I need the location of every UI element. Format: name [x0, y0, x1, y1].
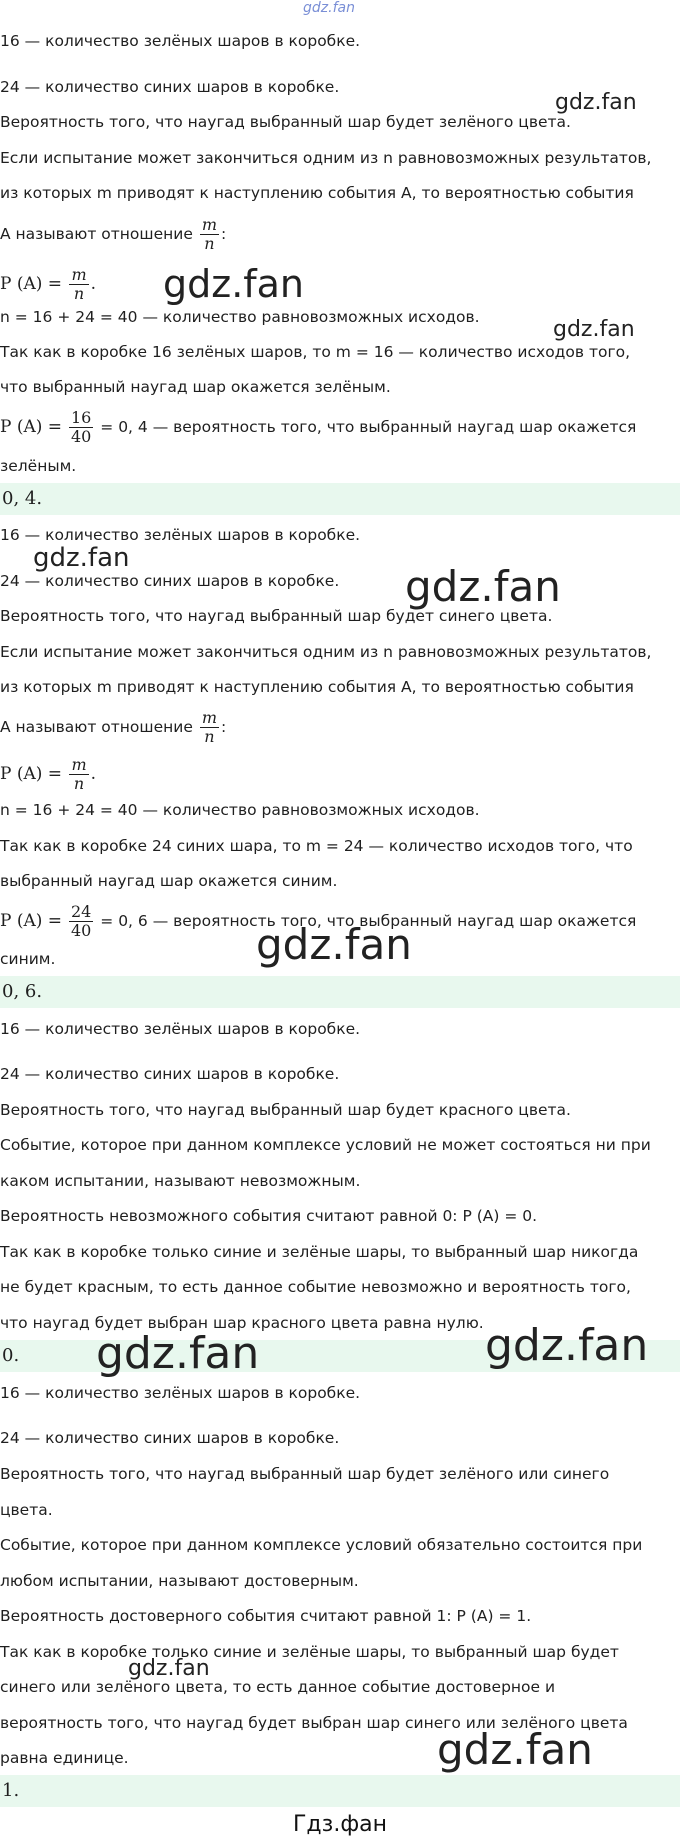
frac-den: 40	[70, 921, 92, 940]
s3-answer-text: 0.	[2, 1345, 20, 1366]
s2-formula-fraction	[69, 756, 88, 793]
s4-blue-count: 24 — количество синих шаров в коробке.	[0, 1429, 340, 1447]
s1-formula: P (A) = $\frac{m}{n}$ .	[0, 265, 97, 303]
s2-green-count: 16 — количество зелёных шаров в коробке.	[0, 526, 361, 544]
s2-formula-lhs: P (A) =	[0, 764, 63, 784]
s4-explain-1: Так как в коробке только синие и зелёные шары, то выбранный шар будет	[0, 1643, 619, 1661]
s1-green-count: 16 — количество зелёных шаров в коробке.	[0, 32, 361, 50]
s3-question: Вероятность того, что наугад выбранный шар будет красного цвета.	[0, 1101, 571, 1119]
s2-favorable-2: выбранный наугад шар окажется синим.	[0, 872, 338, 890]
frac-den: n	[73, 284, 85, 303]
frac-num: m	[71, 755, 87, 774]
s4-answer	[0, 1775, 680, 1807]
s1-blue-count: 24 — количество синих шаров в коробке.	[0, 78, 340, 96]
watermark: gdz.fan	[163, 262, 305, 306]
s3-green-count: 16 — количество зелёных шаров в коробке.	[0, 1020, 361, 1038]
s1-def-3-text: A называют отношение	[0, 225, 193, 243]
s2-fraction-mn	[200, 709, 219, 746]
s1-question: Вероятность того, что наугад выбранный шар будет зелёного цвета.	[0, 113, 571, 131]
s2-def-1: Если испытание может закончиться одним из n равновозможных результатов,	[0, 643, 652, 661]
s2-answer	[0, 976, 680, 1008]
watermark: gdz.fan	[555, 90, 637, 115]
frac-den: n	[73, 774, 85, 793]
s2-question: Вероятность того, что наугад выбранный шар будет синего цвета.	[0, 607, 553, 625]
s2-def-3-text: A называют отношение	[0, 718, 193, 736]
s1-fraction-mn	[200, 216, 219, 253]
frac-den: n	[204, 234, 215, 253]
watermark: gdz.fan	[553, 317, 635, 342]
s2-def-3: A называют отношение $\frac{m}{n}$ :	[0, 708, 227, 746]
s1-def-3: A называют отношение $\frac{m}{n}$ :	[0, 215, 227, 253]
frac-den: 40	[70, 427, 92, 446]
s1-outcomes: n = 16 + 24 = 40 — количество равновозможных исходов.	[0, 308, 480, 326]
footer-site-name: Гдз.фан	[293, 1812, 387, 1837]
s3-explain-1: Так как в коробке только синие и зелёные шары, то выбранный шар никогда	[0, 1243, 639, 1261]
s1-answer	[0, 483, 680, 515]
watermark: gdz.fan	[485, 1320, 649, 1371]
s2-result-fraction	[69, 903, 93, 940]
s1-def-1: Если испытание может закончиться одним из n равновозможных результатов,	[0, 149, 652, 167]
s2-outcomes: n = 16 + 24 = 40 — количество равновозможных исходов.	[0, 801, 480, 819]
watermark-top: gdz.fan	[303, 0, 355, 16]
frac-den: n	[204, 727, 215, 746]
watermark: gdz.fan	[33, 543, 130, 573]
s3-impossible-prob: Вероятность невозможного события считают равной 0: P (A) = 0.	[0, 1207, 538, 1225]
s4-question-1: Вероятность того, что наугад выбранный шар будет зелёного или синего	[0, 1465, 610, 1483]
s3-explain-2: не будет красным, то есть данное событие невозможно и вероятность того,	[0, 1278, 631, 1296]
frac-num: 16	[70, 408, 92, 427]
watermark: gdz.fan	[128, 1656, 210, 1681]
s1-favorable-2: что выбранный наугад шар окажется зелёным.	[0, 378, 391, 396]
frac-num: 24	[70, 902, 92, 921]
watermark: gdz.fan	[96, 1328, 260, 1379]
watermark: gdz.fan	[256, 920, 412, 969]
watermark: gdz.fan	[437, 1725, 593, 1774]
s4-question-2: цвета.	[0, 1501, 53, 1519]
s1-def-2: из которых m приводят к наступлению события A, то вероятностью события	[0, 184, 634, 202]
s2-result-lhs: P (A) =	[0, 911, 63, 931]
s1-result	[0, 403, 680, 451]
s4-def-2: любом испытании, называют достоверным.	[0, 1572, 359, 1590]
frac-num: m	[201, 215, 217, 234]
s1-result-lhs: P (A) =	[0, 417, 63, 437]
s2-blue-count: 24 — количество синих шаров в коробке.	[0, 572, 340, 590]
s3-blue-count: 24 — количество синих шаров в коробке.	[0, 1065, 340, 1083]
s2-result-cont: синим.	[0, 950, 56, 968]
s4-answer-text: 1.	[2, 1780, 20, 1801]
frac-num: m	[201, 708, 217, 727]
s3-explain-3: что наугад будет выбран шар красного цвета равна нулю.	[0, 1314, 484, 1332]
s1-result-cont: зелёным.	[0, 457, 77, 475]
s3-def-2: каком испытании, называют невозможным.	[0, 1172, 361, 1190]
s2-favorable-1: Так как в коробке 24 синих шара, то m = 24 — количество исходов того, что	[0, 837, 633, 855]
watermark: gdz.fan	[405, 562, 561, 611]
s4-explain-3: вероятность того, что наугад будет выбран шар синего или зелёного цвета	[0, 1714, 628, 1732]
s4-green-count: 16 — количество зелёных шаров в коробке.	[0, 1384, 361, 1402]
s4-def-1: Событие, которое при данном комплексе условий обязательно состоится при	[0, 1536, 643, 1554]
s1-favorable-1: Так как в коробке 16 зелёных шаров, то m = 16 — количество исходов того,	[0, 343, 631, 361]
s1-result-rhs: = 0, 4 — вероятность того, что выбранный наугад шар окажется	[100, 418, 637, 436]
s2-formula: P (A) = $\frac{m}{n}$ .	[0, 755, 97, 793]
s2-answer-text: 0, 6.	[2, 981, 43, 1002]
s1-formula-lhs: P (A) =	[0, 274, 63, 294]
s4-certain-prob: Вероятность достоверного события считают равной 1: P (A) = 1.	[0, 1607, 532, 1625]
s2-result-rhs: = 0, 6 — вероятность того, что выбранный наугад шар окажется	[100, 912, 637, 930]
s2-def-2: из которых m приводят к наступлению события A, то вероятностью события	[0, 678, 634, 696]
s1-formula-fraction	[69, 266, 88, 303]
s3-def-1: Событие, которое при данном комплексе условий не может состояться ни при	[0, 1136, 651, 1154]
frac-num: m	[71, 265, 87, 284]
s1-result-fraction	[69, 409, 93, 446]
s1-answer-text: 0, 4.	[2, 488, 43, 509]
s4-explain-4: равна единице.	[0, 1749, 129, 1767]
s4-explain-2: синего или зелёного цвета, то есть данное событие достоверное и	[0, 1678, 556, 1696]
